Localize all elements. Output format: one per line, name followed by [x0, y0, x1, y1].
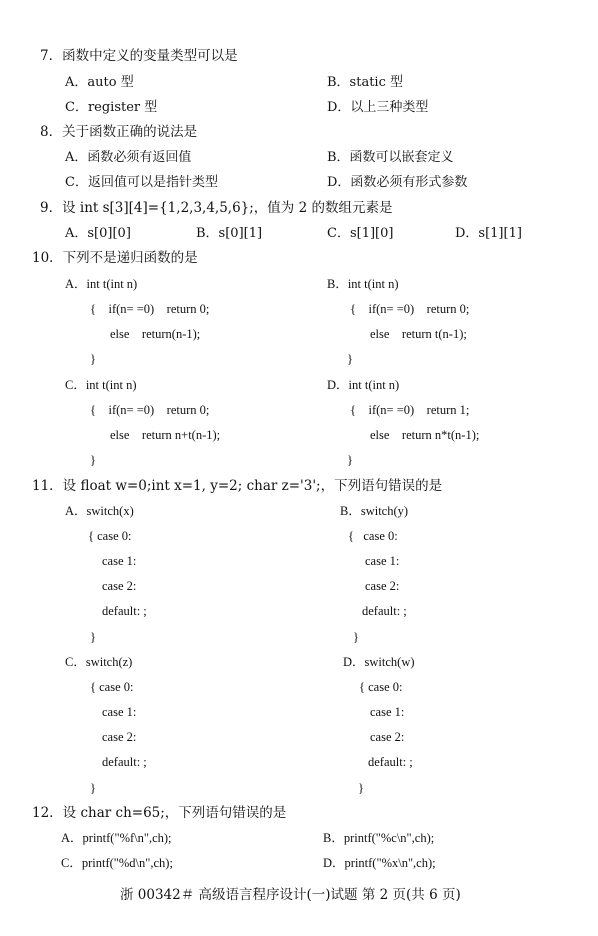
- q10-a-line: { if(n= =0) return 0;: [90, 302, 210, 316]
- q11-b-header: B．switch(y): [340, 504, 409, 518]
- q8-stem: 8．关于函数正确的说法是: [40, 124, 198, 140]
- q11-a-line: case 2:: [102, 579, 137, 593]
- q7-option-d: D．以上三种类型: [327, 100, 429, 115]
- q11-c-line: case 2:: [102, 730, 137, 744]
- q8-option-b: B．函数可以嵌套定义: [327, 150, 454, 165]
- q10-c-line: else return n+t(n-1);: [110, 428, 221, 442]
- q11-a-close: }: [90, 630, 96, 644]
- q11-c-header: C．switch(z): [65, 655, 133, 669]
- q11-b-line: case 1:: [365, 554, 400, 568]
- q10-b-line: { if(n= =0) return 0;: [350, 302, 470, 316]
- q11-a-line: case 1:: [102, 554, 137, 568]
- q10-b-close: }: [347, 352, 353, 366]
- q9-stem: 9．设 int s[3][4]={1,2,3,4,5,6};，值为 2 的数组元素是: [40, 200, 393, 216]
- q11-stem: 11．设 float w=0;int x=1, y=2; char z='3';，下列语句错误的是: [32, 478, 443, 494]
- q11-d-close: }: [358, 781, 364, 795]
- q10-b-line: else return t(n-1);: [370, 327, 467, 341]
- q7-option-b: B．static 型: [327, 75, 403, 90]
- q12-option-c: C．printf("%d\n",ch);: [61, 856, 173, 870]
- q7-option-a: A．auto 型: [65, 75, 134, 90]
- q11-a-line: default: ;: [102, 604, 147, 618]
- q12-option-a: A．printf("%f\n",ch);: [61, 831, 172, 845]
- q7-option-c: C．register 型: [65, 100, 158, 115]
- q12-option-d: D．printf("%x\n",ch);: [323, 856, 436, 870]
- q11-d-line: default: ;: [368, 755, 413, 769]
- q7-stem: 7．函数中定义的变量类型可以是: [40, 48, 238, 64]
- q8-option-d: D．函数必须有形式参数: [327, 175, 468, 190]
- q11-a-line: { case 0:: [88, 529, 132, 543]
- q12-stem: 12．设 char ch=65;，下列语句错误的是: [32, 805, 287, 821]
- q10-a-close: }: [90, 352, 96, 366]
- q11-c-line: case 1:: [102, 705, 137, 719]
- q10-d-close: }: [347, 453, 353, 467]
- q10-c-line: { if(n= =0) return 0;: [90, 403, 210, 417]
- q11-d-line: { case 0:: [359, 680, 403, 694]
- q12-option-b: B．printf("%c\n",ch);: [323, 831, 435, 845]
- q11-b-close: }: [353, 630, 359, 644]
- q10-c-close: }: [90, 453, 96, 467]
- q10-d-line: else return n*t(n-1);: [370, 428, 480, 442]
- q11-b-line: case 2:: [365, 579, 400, 593]
- q11-a-header: A．switch(x): [65, 504, 134, 518]
- q10-a-line: else return(n-1);: [110, 327, 201, 341]
- q9-option-c: C．s[1][0]: [327, 226, 394, 241]
- q8-option-a: A．函数必须有返回值: [65, 150, 192, 165]
- q10-b-header: B．int t(int n): [327, 277, 399, 291]
- page-footer: 浙 00342＃ 高级语言程序设计(一)试题 第 2 页(共 6 页): [120, 887, 461, 903]
- q11-b-line: { case 0:: [348, 529, 398, 543]
- q11-b-line: default: ;: [362, 604, 407, 618]
- q9-option-a: A．s[0][0]: [65, 226, 131, 241]
- q9-option-b: B．s[0][1]: [196, 226, 263, 241]
- q9-option-d: D．s[1][1]: [455, 226, 522, 241]
- q11-c-line: { case 0:: [90, 680, 134, 694]
- q10-d-line: { if(n= =0) return 1;: [350, 403, 470, 417]
- q11-c-line: default: ;: [102, 755, 147, 769]
- q10-d-header: D．int t(int n): [327, 378, 400, 392]
- q8-option-c: C．返回值可以是指针类型: [65, 175, 218, 190]
- q11-d-line: case 1:: [370, 705, 405, 719]
- q11-d-header: D．switch(w): [343, 655, 415, 669]
- q11-d-line: case 2:: [370, 730, 405, 744]
- q10-stem: 10．下列不是递归函数的是: [32, 250, 198, 266]
- q10-a-header: A．int t(int n): [65, 277, 138, 291]
- q11-c-close: }: [90, 781, 96, 795]
- q10-c-header: C．int t(int n): [65, 378, 137, 392]
